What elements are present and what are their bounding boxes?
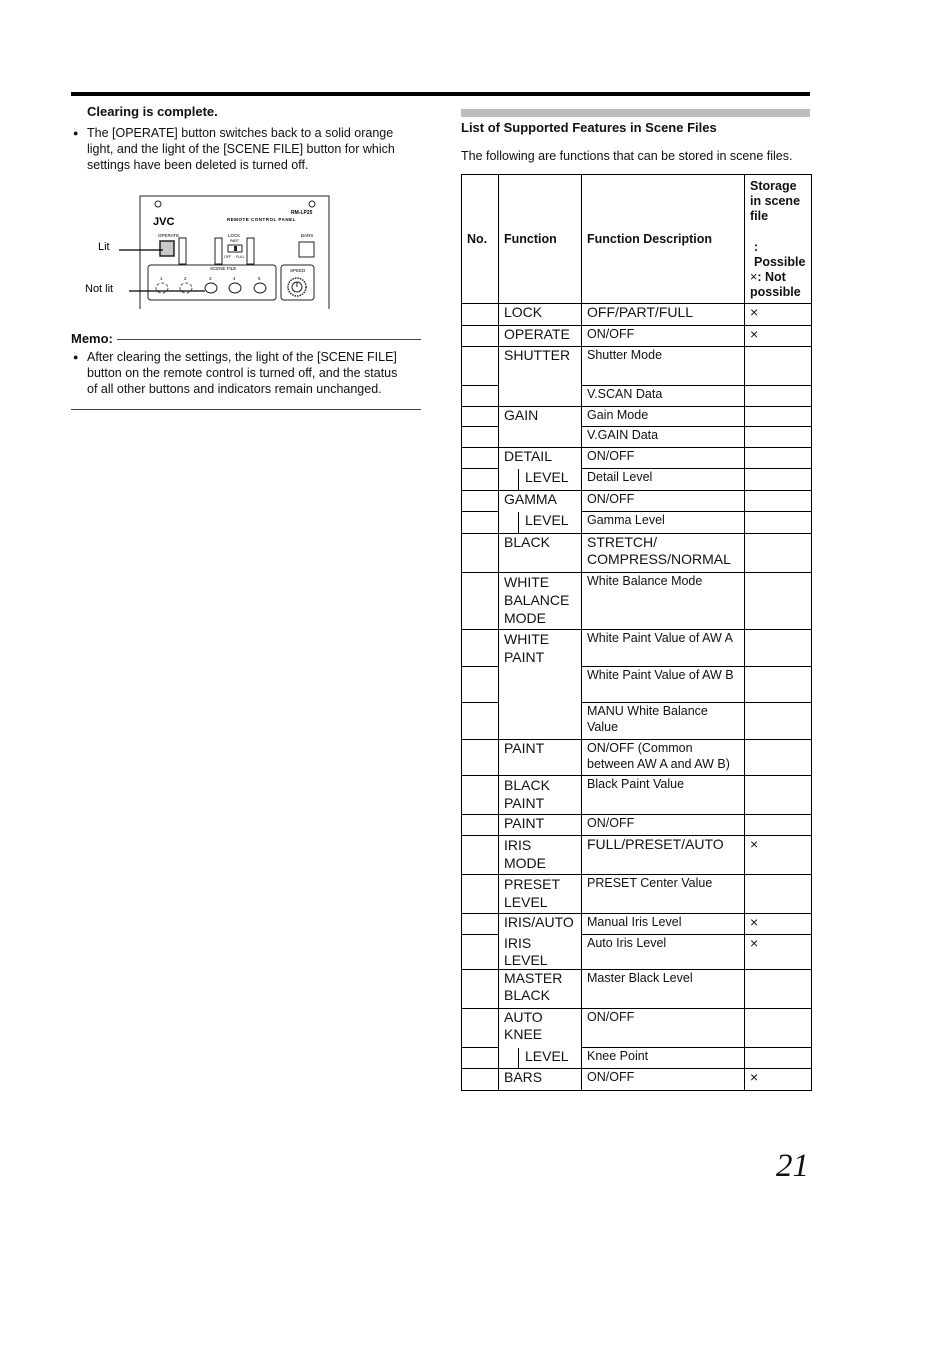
row-description: ON/OFF [582, 491, 745, 512]
table-row [462, 970, 812, 1009]
row-description: Gamma Level [582, 512, 745, 534]
row-description: Master Black Level [582, 970, 745, 1009]
part-label: PART [230, 239, 240, 243]
row-description: Black Paint Value [582, 776, 745, 815]
figure-panel-name: REMOTE CONTROL PANEL [227, 217, 296, 222]
row-storage [745, 386, 812, 407]
row-description: ON/OFF [582, 448, 745, 469]
table-row [462, 667, 812, 703]
row-storage [745, 448, 812, 469]
row-description: Knee Point [582, 1048, 745, 1069]
scene-number-4: 4 [233, 276, 236, 281]
row-description: Detail Level [582, 469, 745, 491]
scene-number-2: 2 [184, 276, 187, 281]
row-function: AUTO KNEE [499, 1009, 582, 1048]
table-row [462, 448, 812, 469]
figure-model: RM-LP25 [291, 210, 313, 216]
row-storage [745, 1048, 812, 1069]
bars-button [299, 242, 314, 257]
table-row [462, 427, 812, 448]
row-storage [745, 573, 812, 630]
storage-not-possible [750, 270, 806, 300]
row-description: MANU White Balance Value [582, 703, 745, 740]
table-header-row [462, 175, 812, 304]
row-storage [745, 776, 812, 815]
operate-label: OPERATE [158, 233, 180, 238]
row-function: GAIN [499, 407, 582, 427]
row-function: LEVEL [525, 1047, 569, 1064]
table-row [462, 1009, 812, 1048]
row-function [499, 667, 582, 703]
row-function: IRIS/AUTO [499, 914, 582, 935]
table-row [462, 304, 812, 326]
header-description: Function Description [582, 175, 745, 304]
row-storage [745, 427, 812, 448]
row-function: IRIS LEVEL [499, 935, 582, 970]
led-indicator-left [155, 201, 161, 207]
memo-end-rule [71, 409, 421, 410]
table-row [462, 836, 812, 875]
row-function: PAINT [499, 740, 582, 776]
row-description: FULL/PRESET/AUTO [582, 836, 745, 875]
speed-label: SPEED [290, 268, 306, 273]
table-row [462, 703, 812, 740]
table-row [462, 512, 812, 534]
row-storage: × [745, 935, 812, 970]
row-function: DETAIL [499, 448, 582, 469]
row-description: PRESET Center Value [582, 875, 745, 914]
row-storage [745, 491, 812, 512]
memo-heading [71, 330, 421, 346]
row-function: IRIS MODE [499, 836, 582, 875]
off-label: OFF [224, 255, 231, 259]
row-function: LEVEL [525, 511, 569, 528]
clearing-title: Clearing is complete. [87, 104, 218, 119]
row-storage [745, 1009, 812, 1048]
row-description: Manual Iris Level [582, 914, 745, 935]
row-description: White Paint Value of AW B [582, 667, 745, 703]
page-number: 21 [776, 1148, 809, 1184]
row-storage [745, 667, 812, 703]
row-storage [745, 630, 812, 667]
table-row [462, 347, 812, 386]
storage-title: Storage in scene file [750, 178, 801, 223]
figure-brand: JVC [153, 216, 175, 228]
led-indicator-right [309, 201, 315, 207]
table-row [462, 326, 812, 347]
row-function: WHITE PAINT [499, 630, 582, 667]
row-description: ON/OFF [582, 326, 745, 347]
row-function [499, 386, 582, 407]
storage-possible: : Possible [754, 239, 806, 269]
row-description: ON/OFF (Common between AW A and AW B) [582, 740, 745, 776]
row-function: WHITE BALANCE MODE [499, 573, 582, 630]
row-function: PAINT [499, 815, 582, 836]
row-function-sub [499, 1048, 582, 1069]
bars-label: BARS [301, 233, 314, 238]
memo-bullet: ● After clearing the settings, the light of the [SCENE FILE] button on the remote control is turned off, and the status of all other buttons and indicators remain unchanged. [71, 349, 411, 397]
row-description: Shutter Mode [582, 347, 745, 386]
table-row [462, 469, 812, 491]
row-description: V.GAIN Data [582, 427, 745, 448]
scene-number-3: 3 [209, 276, 212, 281]
table-row [462, 740, 812, 776]
row-function: BARS [499, 1069, 582, 1091]
memo-label: Memo: [71, 331, 117, 346]
callout-not-lit: Not lit [85, 283, 114, 295]
row-description: ON/OFF [582, 1009, 745, 1048]
row-storage [745, 703, 812, 740]
scene-file-button-3 [205, 283, 217, 293]
not-possible-text: : Not possible [750, 269, 801, 299]
row-description: ON/OFF [582, 815, 745, 836]
section-intro: The following are functions that can be stored in scene files. [461, 149, 793, 163]
table-row [462, 914, 812, 935]
row-description: V.SCAN Data [582, 386, 745, 407]
row-function: LEVEL [525, 468, 569, 485]
row-storage: × [745, 1069, 812, 1091]
table-row [462, 776, 812, 815]
row-storage: × [745, 836, 812, 875]
table-row [462, 875, 812, 914]
operate-button [160, 241, 174, 256]
header-no: No. [462, 175, 499, 304]
row-storage [745, 512, 812, 534]
table-row [462, 534, 812, 573]
row-description: OFF/PART/FULL [582, 304, 745, 326]
row-storage: × [745, 914, 812, 935]
row-description: STRETCH/ COMPRESS/NORMAL [582, 534, 745, 573]
row-storage [745, 875, 812, 914]
table-row [462, 815, 812, 836]
table-row [462, 573, 812, 630]
row-function [499, 703, 582, 740]
row-function [499, 427, 582, 448]
row-storage [745, 740, 812, 776]
row-function: SHUTTER [499, 347, 582, 386]
features-table [461, 174, 812, 1091]
row-storage [745, 815, 812, 836]
row-function: BLACK [499, 534, 582, 573]
remote-control-panel-figure [81, 194, 401, 309]
table-row [462, 935, 812, 970]
row-function-sub [499, 512, 582, 534]
row-storage: × [745, 326, 812, 347]
table-row [462, 1048, 812, 1069]
lock-label: LOCK [228, 233, 241, 238]
row-storage: × [745, 304, 812, 326]
row-storage [745, 469, 812, 491]
row-storage [745, 534, 812, 573]
table-row [462, 491, 812, 512]
header-storage [745, 175, 812, 304]
scene-number-5: 5 [258, 276, 261, 281]
top-rule [71, 92, 810, 96]
table-row [462, 630, 812, 667]
not-possible-mark: × [750, 269, 758, 284]
row-function-sub [499, 469, 582, 491]
row-description: Gain Mode [582, 407, 745, 427]
row-storage [745, 970, 812, 1009]
section-bar [461, 109, 810, 117]
full-label: FULL [236, 255, 245, 259]
row-function: LOCK [499, 304, 582, 326]
callout-lit: Lit [98, 241, 110, 253]
row-storage [745, 407, 812, 427]
row-storage [745, 347, 812, 386]
row-description: Auto Iris Level [582, 935, 745, 970]
scene-number-1: 1 [160, 276, 163, 281]
table-row [462, 407, 812, 427]
row-function: PRESET LEVEL [499, 875, 582, 914]
table-row [462, 386, 812, 407]
row-description: ON/OFF [582, 1069, 745, 1091]
table-row [462, 1069, 812, 1091]
row-function: BLACK PAINT [499, 776, 582, 815]
header-function: Function [499, 175, 582, 304]
row-function: MASTER BLACK [499, 970, 582, 1009]
row-description: White Paint Value of AW A [582, 630, 745, 667]
row-description: White Balance Mode [582, 573, 745, 630]
row-function: OPERATE [499, 326, 582, 347]
section-title: List of Supported Features in Scene Files [461, 120, 717, 135]
clearing-bullet: ● The [OPERATE] button switches back to a solid orange light, and the light of the [SCENE FILE] button for which settings have been deleted is turned off. [71, 125, 411, 173]
row-function: GAMMA [499, 491, 582, 512]
scene-file-label: SCENE FILE [210, 266, 237, 271]
